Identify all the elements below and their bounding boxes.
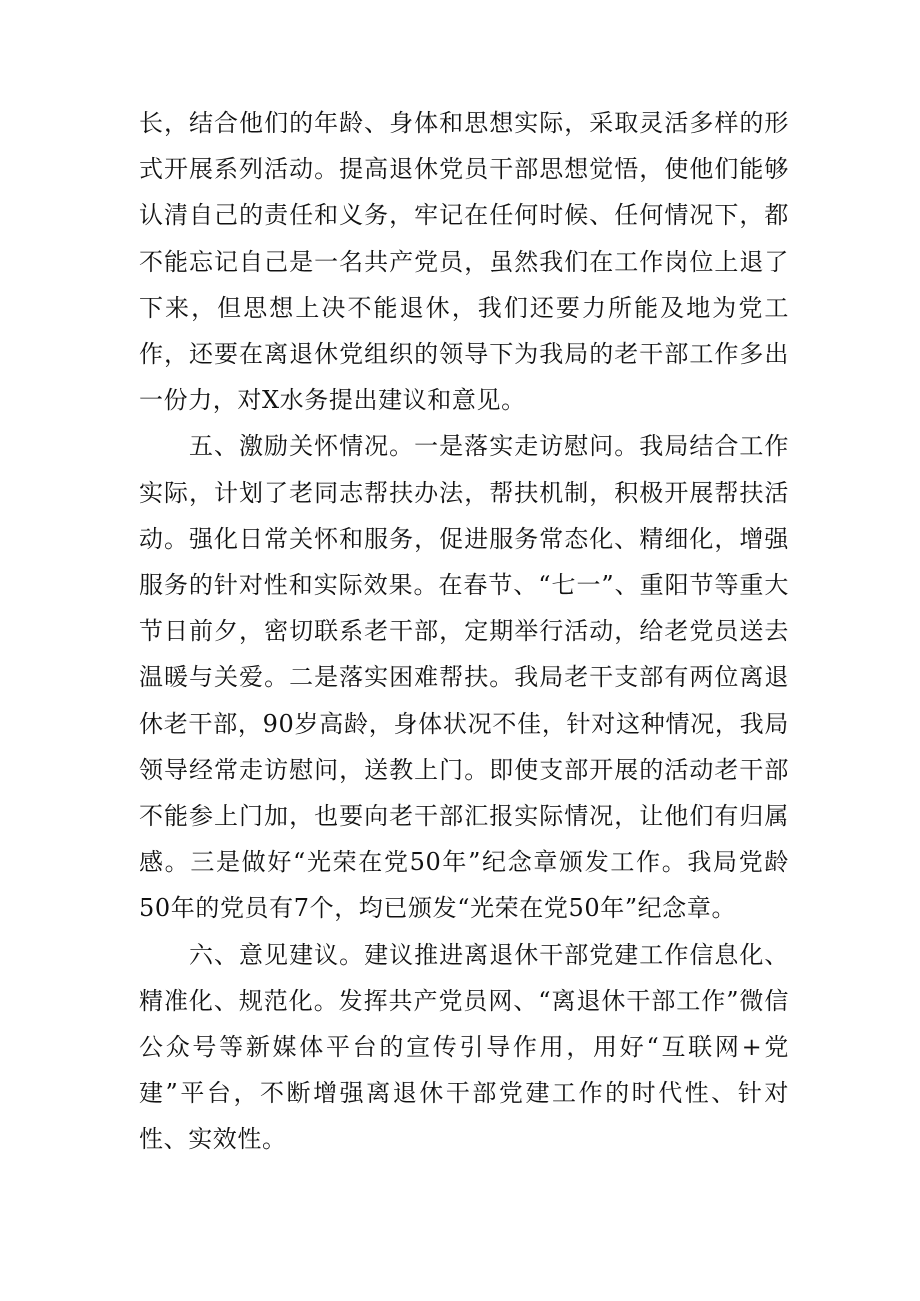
document-body xyxy=(139,100,789,1163)
paragraph-section-6-suggestions: 六、意见建议。建议推进离退休干部党建工作信息化、精准化、规范化。发挥共产党员网、“离退休干部工作”微信公众号等新媒体平台的宣传引导作用，用好“互联网+党建”平台，不断增强离退休干部党建工作的时代性、针对性、实效性。 xyxy=(139,940,789,1154)
paragraph-section-5-incentive-care: 五、激励关怀情况。一是落实走访慰问。我局结合工作实际，计划了老同志帮扶办法，帮扶机制，积极开展帮扶活动。强化日常关怀和服务，促进服务常态化、精细化，增强服务的针对性和实际效果。在春节、“七一”、重阳节等重大节日前夕，密切联系老干部，定期举行活动，给老党员送去温暖与关爱。二是落实困难帮扶。我局老干支部有两位离退休老干部，90岁高龄，身体状况不佳，针对这种情况，我局领导经常走访慰问，送教上门。即使支部开展的活动老干部不能参上门加，也要向老干部汇报实际情况，让他们有归属感。三是做好“光荣在党50年”纪念章颁发工作。我局党龄50年的党员有7个，均已颁发“光荣在党50年”纪念章。 xyxy=(139,432,789,923)
paragraph-continued: 长，结合他们的年龄、身体和思想实际，采取灵活多样的形式开展系列活动。提高退休党员干部思想觉悟，使他们能够认清自己的责任和义务，牢记在任何时候、任何情况下，都不能忘记自己是一名共产党员，虽然我们在工作岗位上退了下来，但思想上决不能退休，我们还要力所能及地为党工作，还要在离退休党组织的领导下为我局的老干部工作多出一份力，对X水务提出建议和意见。 xyxy=(139,109,789,415)
